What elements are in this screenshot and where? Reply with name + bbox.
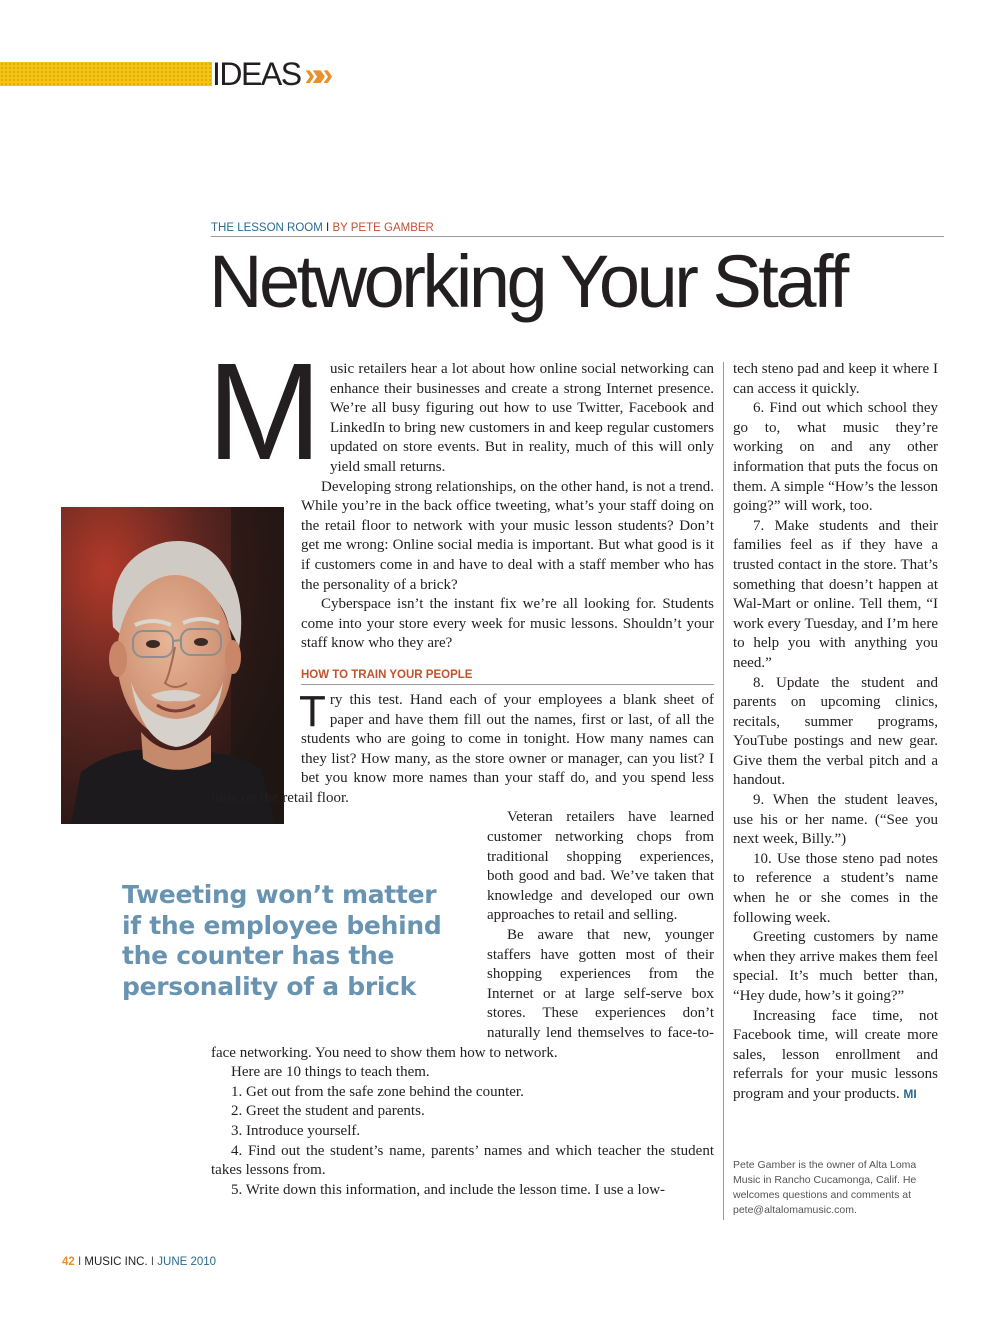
drop-cap: T: [299, 686, 326, 736]
paragraph: Developing strong relationships, on the other hand, is not a trend. While you’re in the back office tweeting, what’s your staff doing on the retail floor to network with your music lesson students? Don’t get me wrong: Online social media is important. But what good is it if customers come in and have to deal with a staff member who has the personality of a brick?: [301, 478, 714, 593]
kicker-separator: I: [326, 222, 330, 234]
paragraph: tech steno pad and keep it where I can access it quickly.: [733, 361, 938, 397]
footer-separator: I: [150, 1256, 155, 1268]
list-item: 3. Introduce yourself.: [231, 1122, 361, 1139]
magazine-name: MUSIC INC.: [84, 1256, 148, 1268]
byline: BY PETE GAMBER: [332, 222, 434, 234]
list-item: 2. Greet the student and parents.: [231, 1103, 425, 1120]
section-header-label: IDEAS: [212, 56, 301, 92]
list-item: 7. Make students and their families feel as if they have a trusted contact in the store. That’s something that doesn’t happen at Wal-Mart or online. Tell them, “I work every Tuesday, and I’m here to help you with anything you need.”: [733, 517, 938, 671]
footer-separator: I: [78, 1256, 82, 1268]
paragraph-text: ry this test. Hand each of your employees a blank sheet of paper and have them fill out the names, first or last, of all the students who are going to come in tonight. How many names can they list? How many, as the store owner or manager, can you list? I bet you know more names than your staff do, and you spend less time on the retail floor.: [211, 691, 714, 806]
list-item: 1. Get out from the safe zone behind the counter.: [231, 1083, 524, 1100]
article-column-1: [207, 335, 714, 1200]
page-footer: [62, 1256, 216, 1268]
column-name: THE LESSON ROOM: [211, 222, 323, 234]
author-bio: Pete Gamber is the owner of Alta Loma Music in Rancho Cucamonga, Calif. He welcomes questions and comments at pete@altalomamusic.com.: [733, 1159, 917, 1216]
issue-date: JUNE 2010: [157, 1256, 217, 1268]
paragraph: Cyberspace isn’t the instant fix we’re all looking for. Students come into your store every week for music lessons. Shouldn’t your staff know who they are?: [301, 596, 714, 652]
list-item: 5. Write down this information, and include the lesson time. I use a low-: [231, 1181, 666, 1198]
paragraph-text: Increasing face time, not Facebook time, will create more sales, lesson enrollment and referrals for your music lessons program and your products.: [733, 1007, 938, 1102]
paragraph: Be aware that new, younger staffers have gotten most of their shopping experiences from the Internet or at large self-serve box stores. These experiences don’t naturally lend themselves to face-to-face networking. You need to show them how to network.: [211, 927, 714, 1061]
drop-cap: M: [207, 335, 322, 489]
list-item: 6. Find out which school they go to, what music they’re working on and any other information that puts the focus on them. A simple “How’s the lesson going?” will work, too.: [733, 400, 938, 515]
paragraph: [733, 1007, 938, 1105]
end-mark: MI: [903, 1086, 917, 1101]
list-item: 10. Use those steno pad notes to reference a student’s name when he or she comes in the following week.: [733, 850, 938, 926]
column-divider: [723, 362, 724, 1220]
section-header: [212, 56, 326, 92]
list-item: 8. Update the student and parents on upcoming clinics, recitals, summer programs, YouTube postings and new gear. Give them the verbal pitch and a handout.: [733, 674, 938, 789]
photo-wrap-space: [211, 478, 301, 778]
pull-quote: Tweeting won’t matter if the employee behind the counter has the personality of a brick: [122, 880, 442, 1001]
paragraph: Here are 10 things to teach them.: [231, 1064, 430, 1081]
article-title: Networking Your Staff: [209, 240, 846, 323]
subheading: HOW TO TRAIN YOUR PEOPLE: [301, 668, 714, 685]
list-item: 9. When the student leaves, use his or her name. (“See you next week, Billy.”): [733, 792, 938, 848]
paragraph: Greeting customers by name when they arrive makes them feel special. It’s much better than, “Hey dude, how’s it going?”: [733, 929, 938, 1004]
paragraph: Veteran retailers have learned customer networking chops from traditional shopping experiences, both good and bad. We’ve taken that knowledge and developed our own approaches to retail and selling.: [487, 809, 714, 924]
header-band: [0, 62, 212, 86]
list-item: 4. Find out the student’s name, parents’ names and which teacher the student takes lessons from.: [211, 1142, 714, 1179]
article-column-2: [733, 360, 938, 1105]
paragraph: [207, 335, 714, 489]
chevron-right-icon: »»: [304, 56, 327, 92]
page-number: 42: [62, 1256, 75, 1268]
paragraph-text: usic retailers hear a lot about how online social networking can enhance their businesses and create a strong Internet presence. We’re all busy figuring out how to use Twitter, Facebook and LinkedIn to bring new customers in and keep regular customers updated on store events. But in reality, much of this will only yield small returns.: [329, 361, 714, 475]
pull-quote-wrap-space: [211, 808, 487, 1038]
